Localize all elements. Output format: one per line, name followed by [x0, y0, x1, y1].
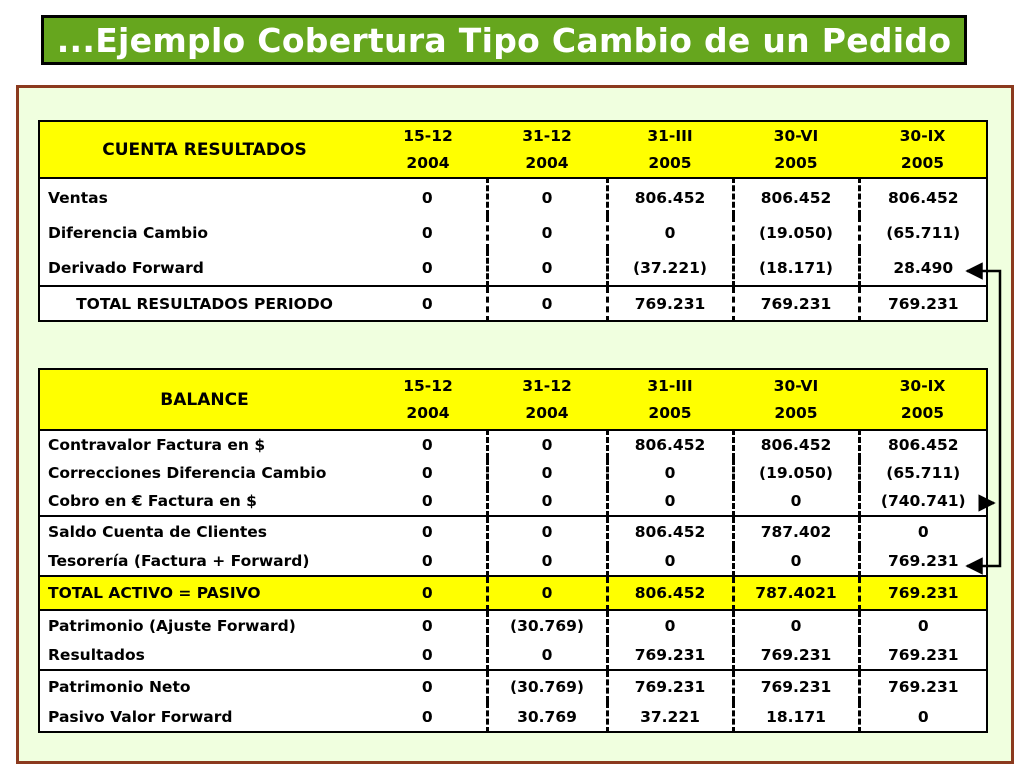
cell-value: 30.769	[487, 702, 607, 732]
cell-value: 0	[487, 459, 607, 487]
cell-value: 0	[369, 459, 487, 487]
cell-value: 0	[859, 516, 987, 547]
cell-value: 769.231	[859, 286, 987, 321]
cell-value: 769.231	[733, 670, 859, 702]
cuenta-resultados-header-row	[39, 121, 987, 178]
row-label: Pasivo Valor Forward	[48, 707, 233, 726]
cell-value: 0	[487, 641, 607, 670]
cell-value: 0	[369, 516, 487, 547]
cuenta-resultados-table	[38, 120, 988, 322]
balance-table	[38, 368, 988, 733]
row-label: Patrimonio Neto	[39, 670, 369, 702]
date-header: 15-12 2004	[369, 369, 487, 430]
cell-value: 806.452	[607, 516, 733, 547]
total-activo-row	[39, 576, 987, 610]
cell-value: 0	[369, 610, 487, 641]
cell-value: 0	[487, 286, 607, 321]
cell-value: 806.452	[607, 178, 733, 216]
cell-value: (65.711)	[886, 464, 961, 482]
date-header: 31-12 2004	[487, 369, 607, 430]
row-label: Patrimonio (Ajuste Forward)	[48, 617, 296, 635]
cell-value: 0	[917, 707, 929, 726]
table-row	[39, 430, 987, 459]
cell-value: 769.231	[859, 670, 987, 702]
cell-value: 0	[487, 430, 607, 459]
table-row	[39, 670, 987, 702]
slide-title-banner	[41, 15, 967, 65]
cell-value: 769.231	[887, 552, 959, 570]
row-label: Saldo Cuenta de Clientes	[39, 516, 369, 547]
cell-value: 806.452	[607, 576, 733, 610]
table-row	[39, 250, 987, 286]
cell-value: (18.171)	[733, 250, 859, 286]
cell-value: 0	[369, 487, 487, 516]
table-row	[39, 516, 987, 547]
cell-value: 0	[487, 576, 607, 610]
cell-value: 0	[733, 487, 859, 516]
cell-value: 0	[369, 702, 487, 732]
total-row	[39, 286, 987, 321]
cell-value: 0	[369, 178, 487, 216]
date-header: 15-12 2004	[369, 121, 487, 178]
cell-value: 0	[369, 286, 487, 321]
row-label: Ventas	[39, 178, 369, 216]
table-row	[39, 178, 987, 216]
cell-value: 0	[369, 250, 487, 286]
slide-title: ...Ejemplo Cobertura Tipo Cambio de un Pedido	[56, 20, 952, 60]
cell-value: 0	[369, 576, 487, 610]
cell-value: 37.221	[607, 702, 733, 732]
cell-value: 769.231	[733, 286, 859, 321]
cell-value: 769.231	[607, 670, 733, 702]
date-header: 31-III 2005	[607, 121, 733, 178]
row-label: Cobro en € Factura en $	[48, 492, 257, 510]
cell-value: 769.231	[607, 641, 733, 670]
cell-value: 0	[607, 459, 733, 487]
cell-value: (740.741)	[880, 492, 966, 510]
cell-value: 0	[607, 547, 733, 576]
cell-value: 806.452	[733, 430, 859, 459]
cell-value: 0	[369, 670, 487, 702]
cell-value: 0	[733, 610, 859, 641]
cell-value: 787.402	[733, 516, 859, 547]
cell-value: 0	[607, 610, 733, 641]
cell-value: 0	[487, 516, 607, 547]
cell-value: (19.050)	[733, 459, 859, 487]
cell-value: 769.231	[859, 576, 987, 610]
cell-value: (65.711)	[886, 224, 961, 242]
cell-value: 769.231	[887, 646, 959, 664]
cell-value: 806.452	[859, 430, 987, 459]
table-row	[39, 487, 987, 516]
row-label: TOTAL RESULTADOS PERIODO	[39, 286, 369, 321]
row-label: Diferencia Cambio	[48, 224, 209, 242]
table-row	[39, 547, 987, 576]
date-header: 31-III 2005	[607, 369, 733, 430]
cell-value: 0	[607, 487, 733, 516]
date-header: 30-IX 2005	[859, 369, 987, 430]
cell-value: 0	[369, 430, 487, 459]
row-label: Resultados	[48, 646, 145, 664]
cell-value: 0	[369, 641, 487, 670]
cell-value: 769.231	[733, 641, 859, 670]
table-row	[39, 702, 987, 732]
cell-value: 28.490	[893, 258, 954, 277]
cell-value: (37.221)	[607, 250, 733, 286]
table-row	[39, 610, 987, 641]
table-row	[39, 641, 987, 670]
content-panel	[16, 85, 1014, 764]
cell-value: (30.769)	[487, 610, 607, 641]
cell-value: 0	[733, 547, 859, 576]
balance-heading: BALANCE	[39, 369, 369, 430]
row-label: Correcciones Diferencia Cambio	[48, 464, 327, 482]
cell-value: 0	[917, 617, 929, 635]
cell-value: 0	[487, 216, 607, 250]
balance-header-row	[39, 369, 987, 430]
row-label: Contravalor Factura en $	[39, 430, 369, 459]
table-row	[39, 216, 987, 250]
date-header: 30-IX 2005	[859, 121, 987, 178]
row-label: Derivado Forward	[48, 258, 204, 277]
cell-value: 806.452	[859, 178, 987, 216]
cell-value: 18.171	[733, 702, 859, 732]
cell-value: (30.769)	[487, 670, 607, 702]
cell-value: 0	[369, 216, 487, 250]
date-header: 30-VI 2005	[733, 369, 859, 430]
cell-value: 0	[487, 178, 607, 216]
cell-value: 0	[369, 547, 487, 576]
cell-value: 787.4021	[733, 576, 859, 610]
cell-value: 806.452	[733, 178, 859, 216]
cell-value: 0	[487, 487, 607, 516]
row-label: TOTAL ACTIVO = PASIVO	[39, 576, 369, 610]
table-row	[39, 459, 987, 487]
cell-value: 769.231	[607, 286, 733, 321]
row-label: Tesorería (Factura + Forward)	[48, 552, 310, 570]
cell-value: 806.452	[607, 430, 733, 459]
cuenta-resultados-heading: CUENTA RESULTADOS	[39, 121, 369, 178]
cell-value: 0	[487, 547, 607, 576]
date-header: 31-12 2004	[487, 121, 607, 178]
date-header: 30-VI 2005	[733, 121, 859, 178]
cell-value: 0	[487, 250, 607, 286]
cell-value: (19.050)	[733, 216, 859, 250]
cell-value: 0	[607, 216, 733, 250]
